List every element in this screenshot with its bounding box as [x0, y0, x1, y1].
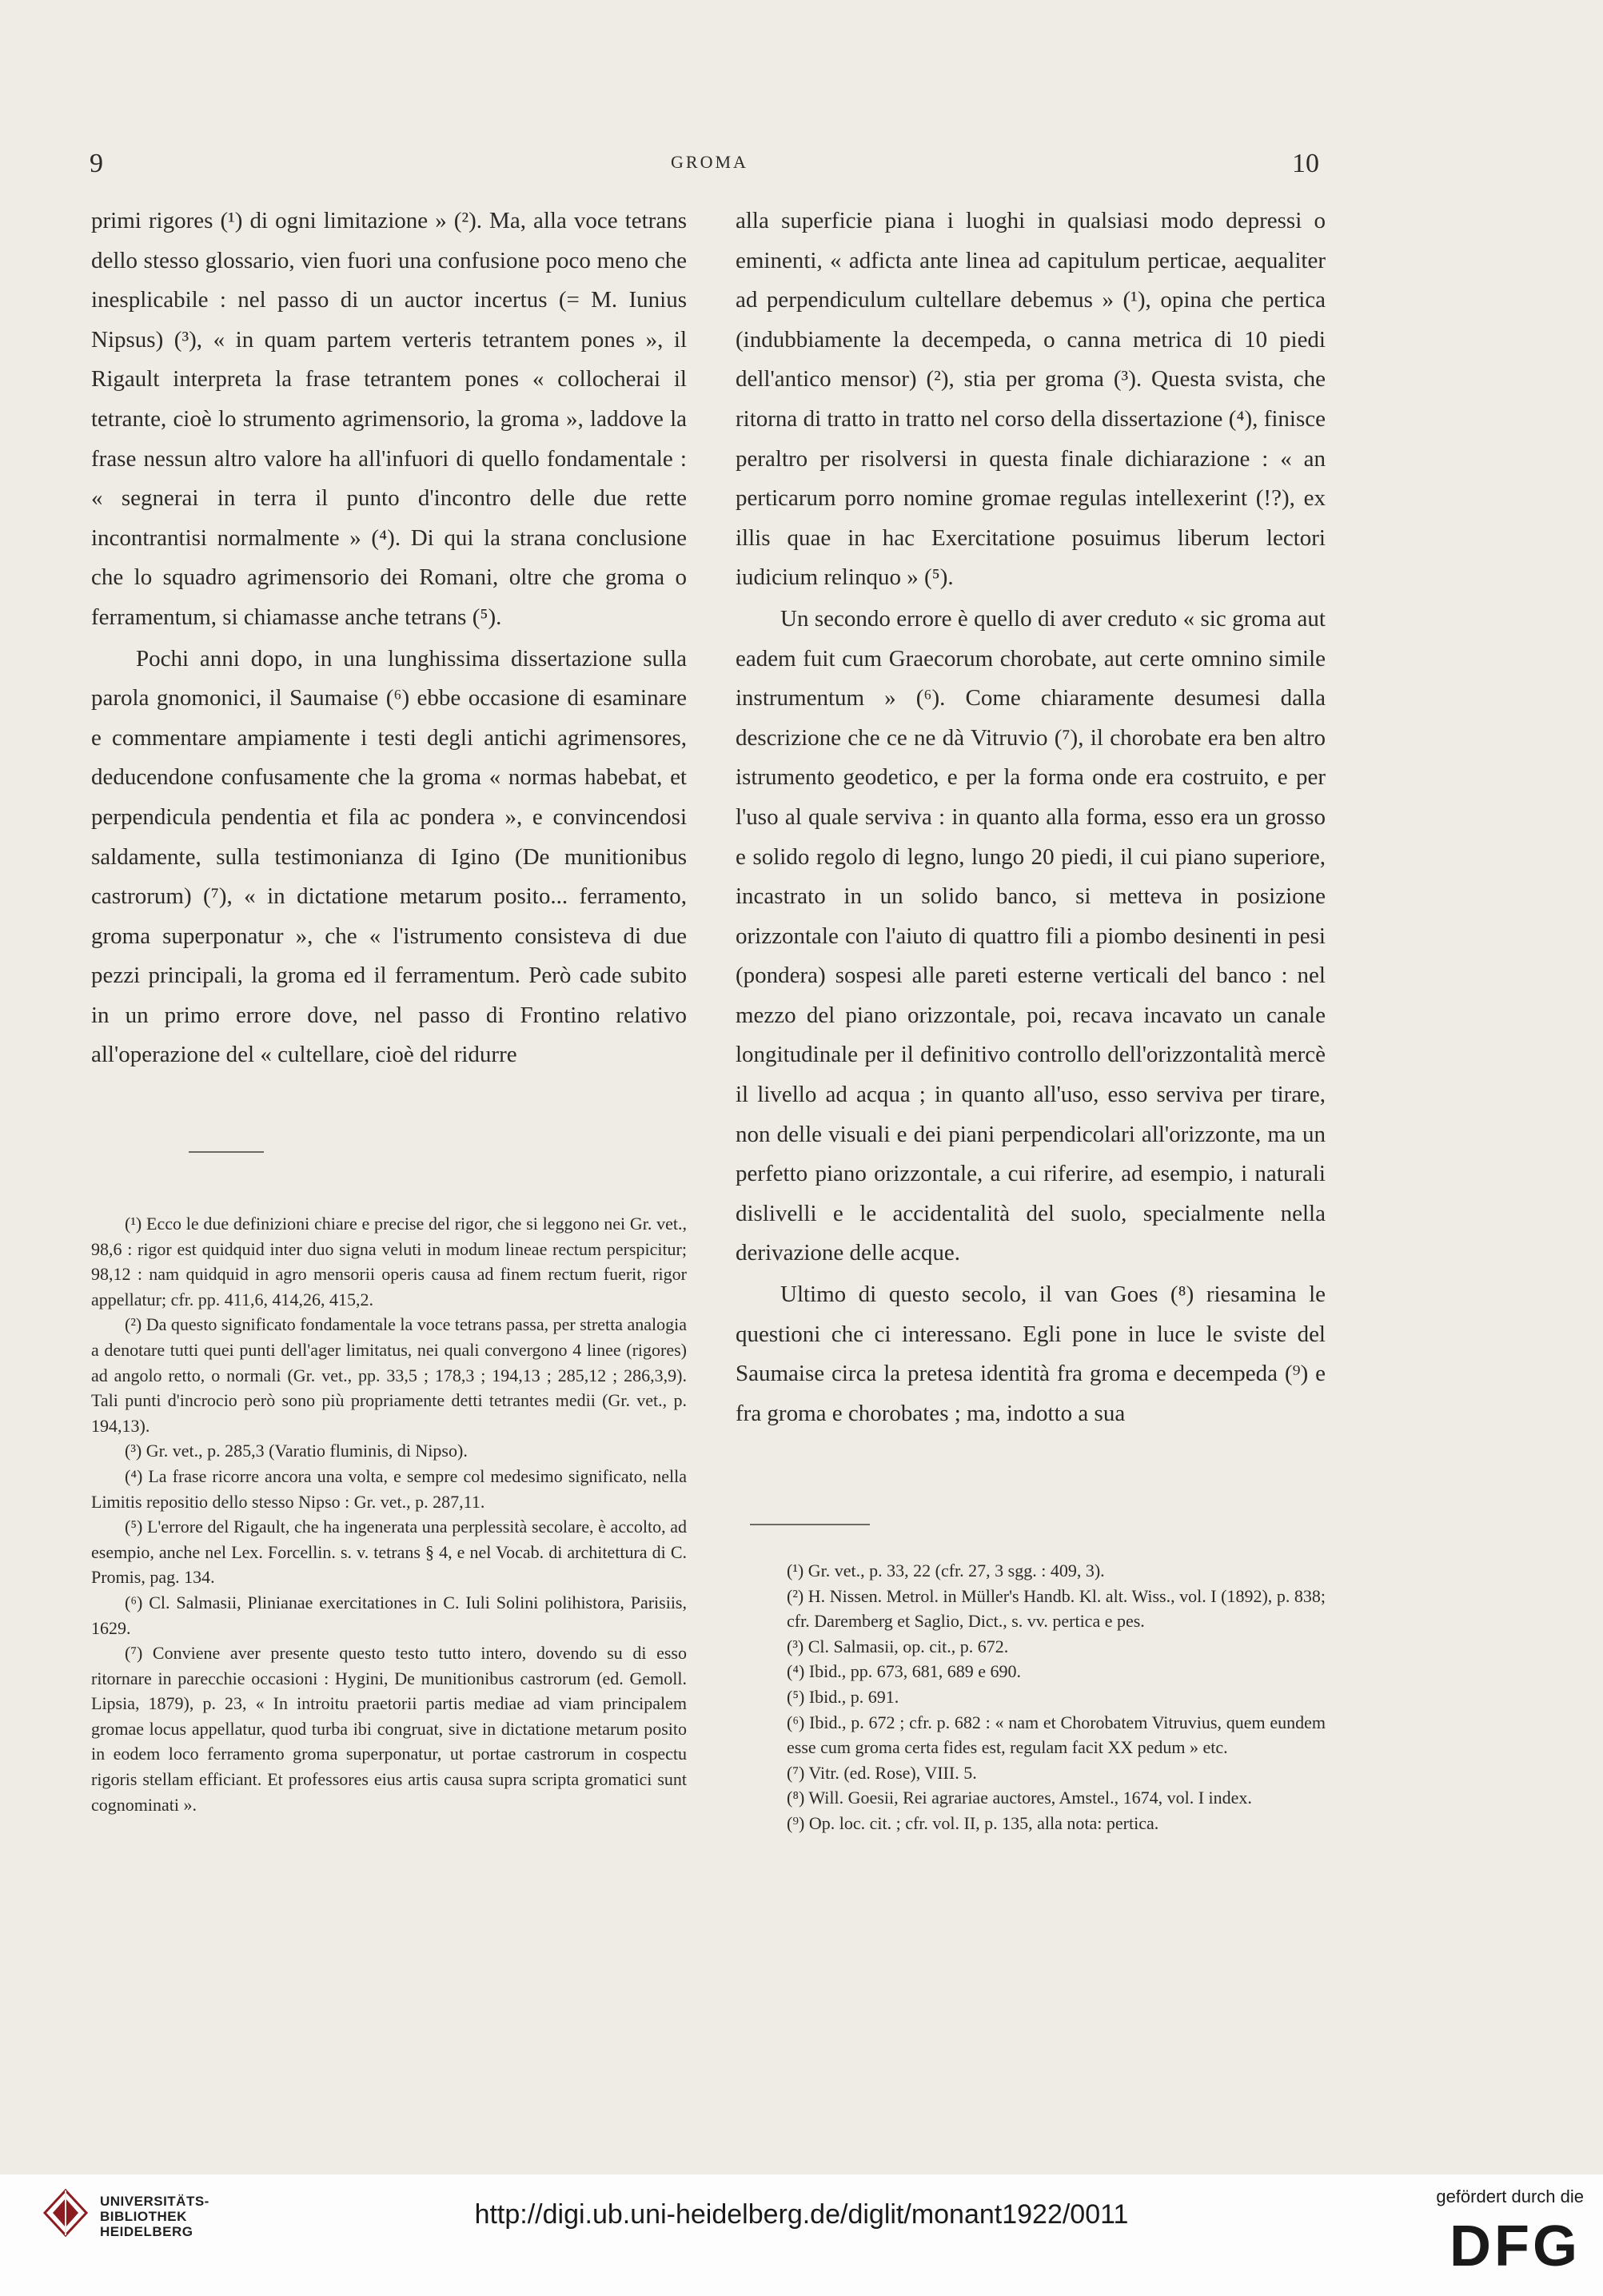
footnote: (⁴) La frase ricorre ancora una volta, e sempre col medesimo significato, nella Limitis repositio dello stesso Nipso : Gr. vet., p. 287,11.: [91, 1465, 687, 1512]
footnote: (⁴) Ibid., pp. 673, 681, 689 e 690.: [787, 1661, 1022, 1682]
footnote: (⁶) Cl. Salmasii, Plinianae exercitationes in C. Iuli Solini polihistora, Parisiis, 1629.: [91, 1592, 687, 1638]
left-column-body: [91, 201, 687, 1075]
footnote-separator-left: [189, 1151, 264, 1153]
left-paragraph-1: primi rigores (¹) di ogni limitazione » (²). Ma, alla voce tetrans dello stesso glossario, vien fuori una confusione poco meno che inesplicabile : nel passo di un auctor incertus (= M. Iunius Nipsus) (³), « in quam partem verteris tetrantem pones », il Rigault interpreta la frase tetrantem pones « collocherai il tetrante, cioè lo strumento agrimensorio, la groma », laddove la frase nessun altro valore ha all'infuori di quello fondamentale : « segnerai in terra il punto d'incontro delle due rette incontrantisi normalmente » (⁴). Di qui la strana conclusione che lo squadro agrimensorio dei Romani, oltre che groma o ferramentum, si chiamasse anche tetrans (⁵).: [91, 208, 687, 630]
dfg-logo: DFG: [1449, 2214, 1581, 2278]
footnote: (¹) Ecco le due definizioni chiare e precise del rigor, che si leggono nei Gr. vet., 98,6 : rigor est quidquid inter duo signa veluti in modum lineae rectum perspicitur; 98,12 : nam quidquid in agro mensorii operis causa ad finem rectum fuerit, rigor appellatur; cfr. pp. 411,6, 414,26, 415,2.: [91, 1214, 687, 1309]
right-footnotes: [787, 1558, 1326, 1836]
viewer-footer: [0, 2174, 1603, 2296]
permalink-url[interactable]: http://digi.ub.uni-heidelberg.de/diglit/monant1922/0011: [474, 2199, 1129, 2230]
footnote: (²) Da questo significato fondamentale la voce tetrans passa, per stretta analogia a denotare tutti quei punti dell'ager limitatus, nei quali convergono 4 linee (rigores) ad angolo retto, o normali (Gr. vet., pp. 33,5 ; 178,3 ; 194,13 ; 285,12 ; 286,3,9). Tali punti d'incrocio però sono più propriamente detti tetrantes medii (Gr. vet., p. 194,13).: [91, 1314, 687, 1436]
right-paragraph-3: Ultimo di questo secolo, il van Goes (⁸) riesamina le questioni che ci interessano. Egli pone in luce le sviste del Saumaise circa la pretesa identità fra groma e decempeda (⁹) e fra groma e chorobates ; ma, indotto a sua: [736, 1282, 1326, 1426]
funding-label: gefördert durch die: [1436, 2186, 1584, 2206]
right-column-body: [736, 201, 1326, 1433]
right-paragraph-1: alla superficie piana i luoghi in qualsiasi modo depressi o eminenti, « adficta ante linea ad capitulum perticae, aequaliter ad perpendiculum cultellare debemus » (¹), opina che pertica (indubbiamente la decempeda, o canna metrica di 10 piedi dell'antico mensor) (²), stia per groma (³). Questa svista, che ritorna di tratto in tratto nel corso della dissertazione (⁴), finisce peraltro per risolversi in questa finale dichiarazione : « an perticarum porro nomine gromae regulas intellexerint (!?), ex illis quae in hac Exercitatione posuimus liberum lectori iudicium relinquo » (⁵).: [736, 208, 1326, 591]
footnote: (¹) Gr. vet., p. 33, 22 (cfr. 27, 3 sgg. : 409, 3).: [787, 1561, 1105, 1580]
footnote: (⁵) Ibid., p. 691.: [787, 1686, 899, 1707]
left-footnotes: [91, 1211, 687, 1817]
university-library-name: UNIVERSITÄTS- BIBLIOTHEK HEIDELBERG: [100, 2194, 209, 2239]
page-number-right: 10: [1292, 149, 1319, 178]
footnote-separator-right: [750, 1524, 870, 1525]
footnote: (⁵) L'errore del Rigault, che ha ingenerata una perplessità secolare, è accolto, ad esempio, anche nel Lex. Forcellin. s. v. tetrans § 4, e nel Vocab. di architettura di C. Promis, pag. 134.: [91, 1517, 687, 1588]
footnote: (⁶) Ibid., p. 672 ; cfr. p. 682 : « nam et Chorobatem Vitruvius, quem eundem esse cum groma certa fides est, regulam facit XX pedum » etc.: [787, 1712, 1326, 1758]
footnote: (³) Cl. Salmasii, op. cit., p. 672.: [787, 1636, 1009, 1656]
left-paragraph-2: Pochi anni dopo, in una lunghissima dissertazione sulla parola gnomonici, il Saumaise (⁶) ebbe occasione di esaminare e commentare ampiamente i testi degli antichi agrimensores, deducendone confusamente che la groma « normas habebat, et perpendicula pendentia et fila ac pondera », e convincendosi saldamente, sulla testimonianza di Igino (De munitionibus castrorum) (⁷), « in dictatione metarum posito... ferramento, groma superponatur », che « l'istrumento consisteva di due pezzi principali, la groma ed il ferramentum. Però cade subito in un primo errore dove, nel passo di Frontino relativo all'operazione del « cultellare, cioè del ridurre: [91, 645, 687, 1068]
footnote: (⁹) Op. loc. cit. ; cfr. vol. II, p. 135, alla nota: pertica.: [787, 1812, 1159, 1833]
page-number-left: 9: [90, 149, 103, 178]
footnote: (²) H. Nissen. Metrol. in Müller's Handb. Kl. alt. Wiss., vol. I (1892), p. 838; cfr. Daremberg et Saglio, Dict., s. vv. pertica e pes.: [787, 1585, 1326, 1632]
running-title: GROMA: [671, 152, 748, 172]
footnote: (³) Gr. vet., p. 285,3 (Varatio fluminis, di Nipso).: [125, 1441, 468, 1461]
right-paragraph-2: Un secondo errore è quello di aver creduto « sic groma aut eadem fuit cum Graecorum chorobate, aut certe omnino simile instrumentum » (⁶). Come chiaramente desumesi dalla descrizione che ce ne dà Vitruvio (⁷), il chorobate era ben altro istrumento geodetico, e per la forma onde era costruito, e per l'uso al quale serviva : in quanto alla forma, esso era un grosso e solido regolo di legno, lungo 20 piedi, il cui piano superiore, incastrato in un solido banco, si metteva in posizione orizzontale con l'aiuto di quattro fili a piombo desinenti in pesi (pondera) sospesi alle pareti esterne verticali del banco : nel mezzo del piano orizzontale, poi, recava incavato un canale longitudinale per il definitivo controllo dell'orizzontalità mercè il livello ad acqua ; in quanto all'uso, esso serviva per tirare, non delle visuali e dei piani perpendicolari all'orizzonte, ma un perfetto piano orizzontale, a cui riferire, ad esempio, i naturali dislivelli e le accidentalità del suolo, specialmente nella derivazione delle acque.: [736, 605, 1326, 1266]
footnote: (⁸) Will. Goesii, Rei agrariae auctores, Amstel., 1674, vol. I index.: [787, 1788, 1252, 1808]
footnote: (⁷) Conviene aver presente questo testo tutto intero, dovendo su di esso ritornare in parecchie occasioni : Hygini, De munitionibus castrorum (ed. Gemoll. Lipsia, 1879), p. 23, « In introitu praetorii partis mediae ad viam principalem gromae locus appellatur, quod turba ibi congruat, sive in dictatione metarum posito in eodem loco ferramento groma superponatur, ut portae castrorum in cospectu rigoris stellam efficiant. Et professores eius artis causa supra scripta gromatici sunt cognominati ».: [91, 1643, 687, 1815]
footnote: (⁷) Vitr. (ed. Rose), VIII. 5.: [787, 1762, 977, 1783]
